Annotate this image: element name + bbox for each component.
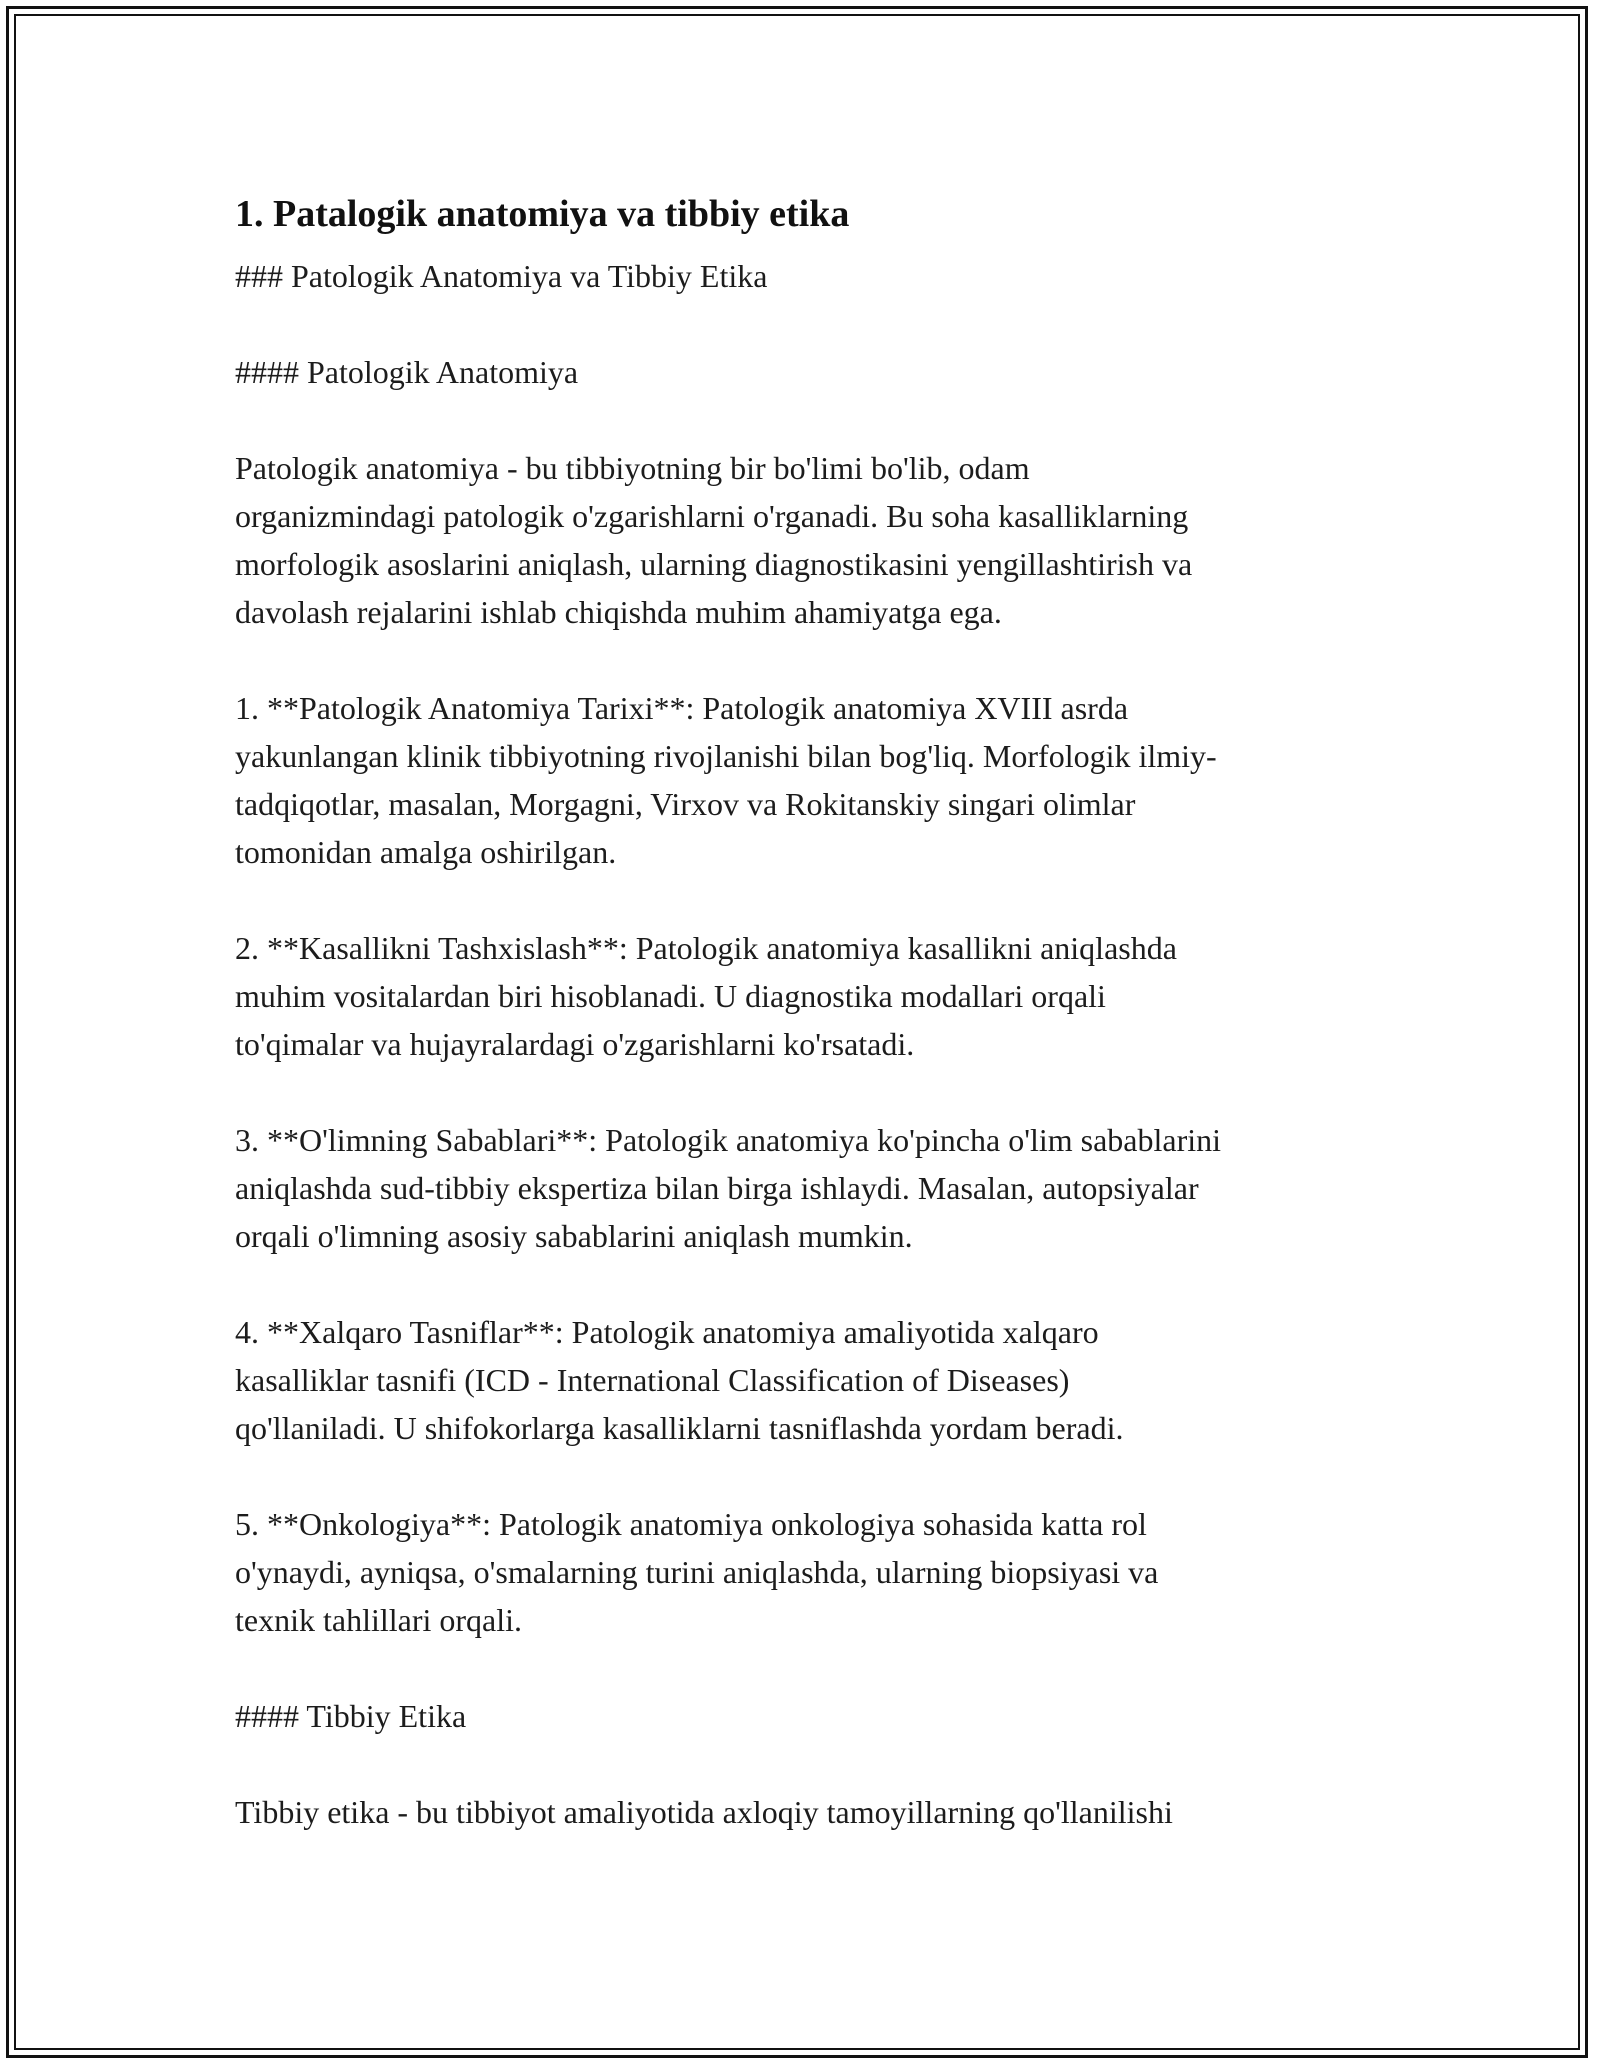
subtitle-heading: ### Patologik Anatomiya va Tibbiy Etika	[235, 258, 768, 294]
intro-paragraph: Patologik anatomiya - bu tibbiyotning bir bo'limi bo'lib, odam organizmindagi patologik o'zgarishlarni o'rganadi. Bu soha kasalliklarning morfologik asoslarini aniqlash, ularning diagnostikasini yengillashtirish va davolash rejalarini ishlab chiqishda muhim ahamiyatga ega.	[235, 450, 1193, 630]
list-item-onkologiya: 5. **Onkologiya**: Patologik anatomiya onkologiya sohasida katta rol o'ynaydi, ayniqsa, o'smalarning turini aniqlashda, ularning biopsiyasi va texnik tahlillari orqali.	[235, 1506, 1159, 1638]
document-body	[235, 180, 1385, 1836]
page-title: 1. Patalogik anatomiya va tibbiy etika	[235, 193, 850, 235]
section-heading-tibbiy-etika: #### Tibbiy Etika	[235, 1698, 467, 1734]
title-spacer	[235, 238, 1385, 252]
list-item-xalqaro-tasniflar: 4. **Xalqaro Tasniflar**: Patologik anatomiya amaliyotida xalqaro kasalliklar tasnifi (ICD - International Classification of Diseases) qo'llaniladi. U shifokorlarga kasalliklarni tasniflashda yordam beradi.	[235, 1314, 1124, 1446]
list-item-tarixi: 1. **Patologik Anatomiya Tarixi**: Patologik anatomiya XVIII asrda yakunlangan klinik tibbiyotning rivojlanishi bilan bog'liq. Morfologik ilmiy- tadqiqotlar, masalan, Morgagni, Virxov va Rokitanskiy singari olimlar tomonidan amalga oshirilgan.	[235, 690, 1217, 870]
etika-paragraph: Tibbiy etika - bu tibbiyot amaliyotida axloqiy tamoyillarning qo'llanilishi	[235, 1794, 1173, 1830]
list-item-olim-sabablari: 3. **O'limning Sabablari**: Patologik anatomiya ko'pincha o'lim sabablarini aniqlashda sud-tibbiy ekspertiza bilan birga ishlaydi. Masalan, autopsiyalar orqali o'limning asosiy sabablarini aniqlash mumkin.	[235, 1122, 1222, 1254]
list-item-tashxislash: 2. **Kasallikni Tashxislash**: Patologik anatomiya kasallikni aniqlashda muhim vositalardan biri hisoblanadi. U diagnostika modallari orqali to'qimalar va hujayralardagi o'zgarishlarni ko'rsatadi.	[235, 930, 1177, 1062]
section-heading-patologik-anatomiya: #### Patologik Anatomiya	[235, 354, 579, 390]
